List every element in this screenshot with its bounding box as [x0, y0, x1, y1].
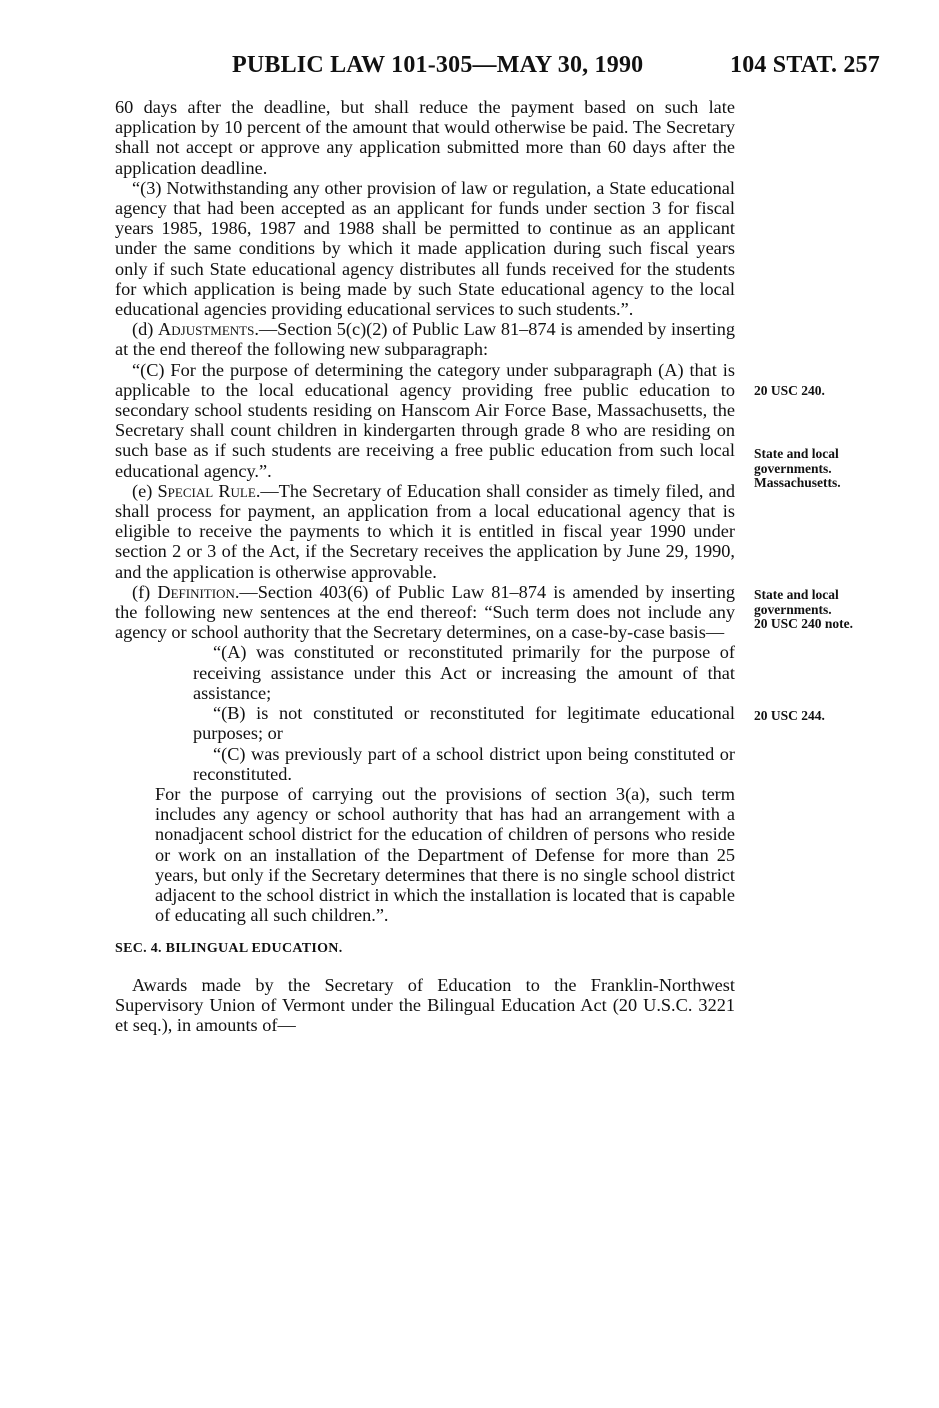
- paragraph-continuation: 60 days after the deadline, but shall reduce the payment based on such late application by 10 percent of the amount that would otherwise be paid. The Secretary shall not accept or approve any application submitted more than 60 days after the application deadline.: [115, 97, 735, 178]
- section-4-text: Awards made by the Secretary of Education to the Franklin-Northwest Supervisory Union of Vermont under the Bilingual Education Act (20 U.S.C. 3221 et seq.), in amounts of—: [115, 974, 735, 1035]
- margin-note-line: State and local: [754, 587, 839, 602]
- margin-note-line: governments.: [754, 601, 832, 617]
- margin-note-line: 20 USC 244.: [754, 708, 825, 723]
- subsection-d-heading: Adjustments: [158, 319, 255, 340]
- subsection-f: [115, 582, 735, 643]
- subsection-f-prefix: (f): [132, 581, 158, 602]
- subsection-d: [115, 319, 735, 359]
- margin-note-line: Massachusetts.: [754, 475, 841, 490]
- subsection-f-heading: Definition: [157, 581, 235, 602]
- subsection-d-text: .—Section 5(c)(2) of Public Law 81–874 is amended by inserting at the end thereof the following new subparagraph:: [115, 319, 735, 360]
- page-stat-number: 104 STAT. 257: [730, 52, 880, 78]
- subsection-e: [115, 481, 735, 582]
- subsection-f-text: .—Section 403(6) of Public Law 81–874 is amended by inserting the following new sentences at the end thereof: “Such term does not include any agency or school authority that the Secretary determines, on a case-by-case basis—: [115, 581, 735, 643]
- clause-c: “(C) was previously part of a school district upon being constituted or reconstituted.: [193, 743, 735, 784]
- margin-note-state-local-240-note: [754, 588, 914, 632]
- subsection-e-heading: Special Rule: [157, 480, 256, 501]
- body-text: [115, 97, 735, 1035]
- clause-b: “(B) is not constituted or reconstituted for legitimate educational purposes; or: [193, 703, 735, 744]
- running-header-title: PUBLIC LAW 101-305—MAY 30, 1990: [232, 52, 644, 78]
- paragraph-3: “(3) Notwithstanding any other provision of law or regulation, a State educational agency that had been accepted as an applicant for funds under section 3 for fiscal years 1985, 1986, 1987 and 1988 shall be permitted to continue as an applicant under the same conditions by which it made application during such fiscal years only if such State educational agency distributes all funds received for the students for which application is being made by such State educational agency to the local educational agencies providing educational services to such students.”.: [115, 177, 735, 320]
- margin-note-20-usc-240: [754, 384, 914, 399]
- subsection-e-prefix: (e): [132, 480, 158, 501]
- clause-a: “(A) was constituted or reconstituted primarily for the purpose of receiving assistance under this Act or increasing the amount of that assistance;: [193, 642, 735, 703]
- margin-note-line: State and local: [754, 446, 839, 461]
- margin-note-state-local-massachusetts: [754, 447, 914, 491]
- margin-note-20-usc-244: [754, 709, 914, 724]
- margin-note-line: 20 USC 240 note.: [754, 616, 854, 631]
- subparagraph-c: “(C) For the purpose of determining the category under subparagraph (A) that is applicable to the local educational agency providing free public education to secondary school students residing on Hanscom Air Force Base, Massachusetts, the Secretary shall count children in kindergarten through grade 8 who are residing on such base as if such students are receiving a free public education from such local educational agency.”.: [115, 359, 735, 481]
- definition-tail: For the purpose of carrying out the provisions of section 3(a), such term includes any agency or school authority that has had an arrangement with a nonadjacent school district for the education of children of persons who reside or work on an installation of the Department of Defense for more than 25 years, but only if the Secretary determines that there is no single school district adjacent to the school district in which the installation is located that is capable of educating all such children.”.: [155, 783, 735, 926]
- section-4-heading: SEC. 4. BILINGUAL EDUCATION.: [115, 941, 343, 957]
- subsection-d-prefix: (d): [132, 319, 159, 340]
- subsection-e-text: .—The Secretary of Education shall consider as timely filed, and shall process for payment, an application from a local educational agency that is eligible to receive the payments to which it is entitled in fiscal year 1990 under section 2 or 3 of the Act, if the Secretary receives the application by June 29, 1990, and the application is otherwise approvable.: [115, 480, 735, 582]
- margin-note-line: 20 USC 240.: [754, 383, 825, 398]
- margin-note-line: governments.: [754, 460, 832, 476]
